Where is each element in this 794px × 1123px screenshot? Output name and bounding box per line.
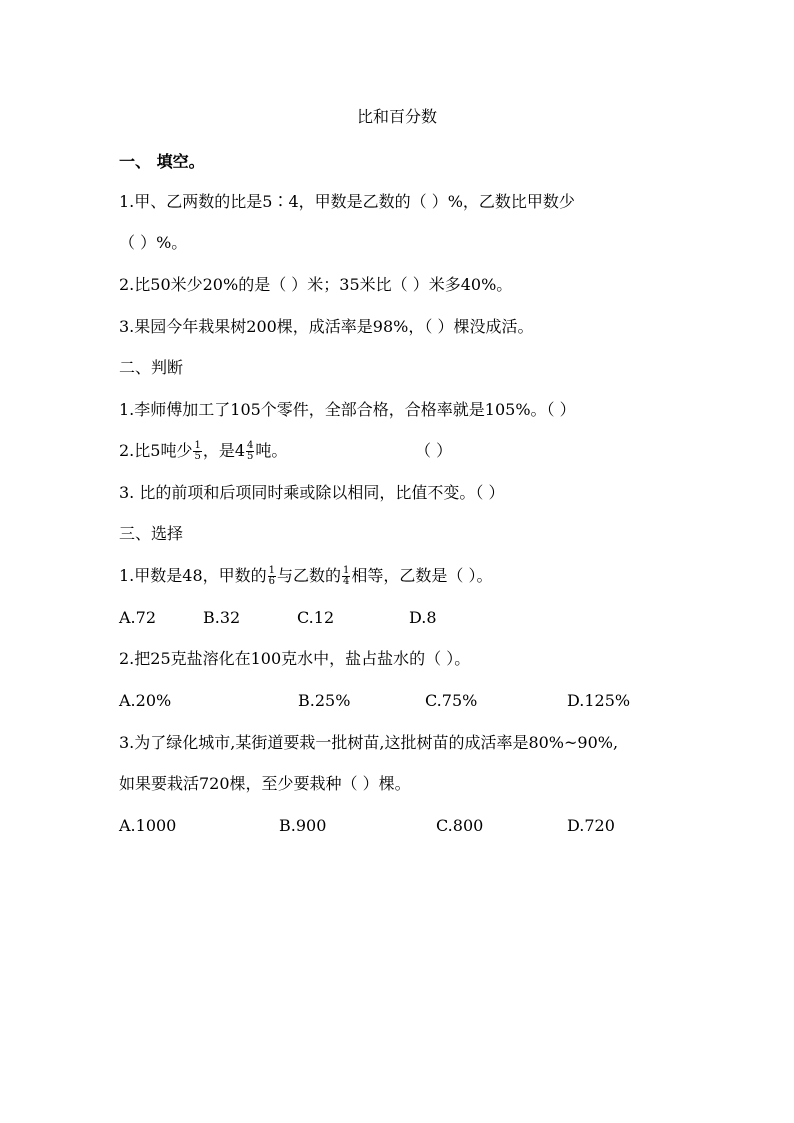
fraction bbox=[246, 441, 254, 462]
s3-q1-option-a: A.72 bbox=[119, 608, 156, 627]
s1-question-1-line-2: （ ）%。 bbox=[119, 233, 188, 252]
s3-question-1 bbox=[119, 566, 493, 587]
s3-q3-option-c: C.800 bbox=[436, 816, 484, 835]
fraction-numerator: 1 bbox=[268, 565, 276, 576]
fraction-numerator: 1 bbox=[343, 565, 350, 576]
s3-question-3-line-1: 3.为了绿化城市,某街道要栽一批树苗,这批树苗的成活率是80%~90%, bbox=[119, 733, 619, 752]
fraction-denominator: 6 bbox=[268, 576, 276, 587]
s3-q2-option-b: B.25% bbox=[298, 691, 351, 710]
s3-q2-option-d: D.125% bbox=[567, 691, 631, 710]
s1-question-2: 2.比50米少20%的是（ ）米；35米比（ ）米多40%。 bbox=[119, 275, 513, 294]
s3-q3-option-d: D.720 bbox=[567, 816, 615, 835]
s3-q2-option-c: C.75% bbox=[425, 691, 478, 710]
s2-question-1: 1.李师傅加工了105个零件，全部合格，合格率就是105%。（ ） bbox=[119, 400, 576, 419]
s1-question-1-line-1: 1.甲、乙两数的比是5∶4，甲数是乙数的（ ）%，乙数比甲数少 bbox=[119, 192, 575, 211]
section-1-heading: 一、 填空。 bbox=[119, 152, 205, 171]
fraction bbox=[342, 566, 350, 587]
s3-q3-option-b: B.900 bbox=[279, 816, 327, 835]
s3-q2-option-a: A.20% bbox=[119, 691, 172, 710]
fraction-numerator: 4 bbox=[247, 440, 254, 451]
s3-question-2: 2.把25克盐溶化在100克水中，盐占盐水的（ ）。 bbox=[119, 649, 471, 668]
section-3-heading: 三、选择 bbox=[119, 524, 184, 543]
s3-question-3-line-2: 如果要栽活720棵，至少要栽种（ ）棵。 bbox=[119, 774, 411, 793]
section-2-heading: 二、判断 bbox=[119, 358, 184, 377]
s3-q1-option-b: B.32 bbox=[203, 608, 241, 627]
fraction-denominator: 5 bbox=[247, 451, 254, 462]
s2-q2-text-a: 2.比5吨少 bbox=[119, 441, 193, 460]
fraction bbox=[268, 566, 276, 587]
s2-q2-text-b: ，是4 bbox=[202, 441, 246, 460]
fraction-numerator: 1 bbox=[194, 440, 201, 451]
s3-q1-option-d: D.8 bbox=[409, 608, 437, 627]
s2-q2-text-c: 吨。 bbox=[255, 441, 288, 460]
fraction bbox=[193, 441, 201, 462]
s2-question-3: 3. 比的前项和后项同时乘或除以相同，比值不变。（ ） bbox=[119, 483, 505, 502]
s3-q1-text-a: 1.甲数是48，甲数的 bbox=[119, 566, 267, 585]
fraction-denominator: 4 bbox=[343, 576, 350, 587]
s3-q1-text-c: 相等，乙数是（ ）。 bbox=[351, 566, 493, 585]
fraction-denominator: 5 bbox=[194, 451, 201, 462]
s1-question-3: 3.果园今年栽果树200棵，成活率是98%，（ ）棵没成活。 bbox=[119, 317, 534, 336]
s3-q1-text-b: 与乙数的 bbox=[277, 566, 342, 585]
page-title: 比和百分数 bbox=[356, 107, 437, 126]
s3-q3-option-a: A.1000 bbox=[119, 816, 177, 835]
s2-question-2 bbox=[119, 441, 287, 462]
s2-q2-answer-paren: （ ） bbox=[415, 441, 453, 460]
s3-q1-option-c: C.12 bbox=[297, 608, 335, 627]
